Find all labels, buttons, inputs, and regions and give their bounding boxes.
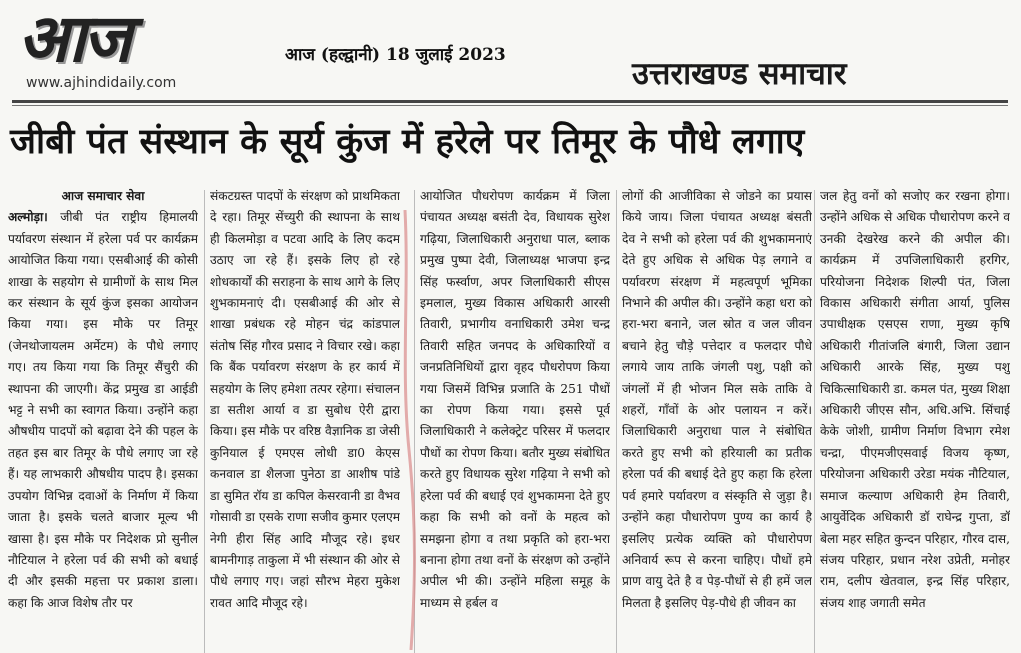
column-text: जल हेतु वनों को सजोए कर रखना होगा। उन्होंने अधिक से अधिक पौधारोपण करने व उनकी देखरेख करने की अपील की। कार्यक्रम में उपजिलाधिकारी हरगिर, परियोजना निदेशक शिल्पी पंत, जिला विकास अधिकारी संगीता आर्या, पुलिस उपाधीक्षक एसएस राणा, मुख्य कृषि अधिकारी गीतांजलि बंगारी, जिला उद्यान अधिकारी आरके सिंह, मुख्य पशु चिकित्साधिकारी डा. कमल पंत, मुख्य शिक्षा अधिकारी जीएस सौन, अधि.अभि. सिंचाई केके जोशी, ग्रामीण निर्माण विभाग रमेश चन्द्रा, पीएमजीएसवाई विजय कृष्ण, परियोजना अधिकारी उरेडा मयंक नौटियाल, समाज कल्याण अधिकारी हेम तिवारी, आयुर्वेदिक अधिकारी डॉ राघेन्द्र गुप्ता, डॉ बेला महर सहित कुन्दन परिहार, गौरव दास, संजय परिहार, प्रधान नरेश उप्रेती, मनोहर राम, दलीप खेतवाल, इन्द्र सिंह परिहार, संजय शाह जगाती समेत <box>820 189 1010 610</box>
column-text: लोगों की आजीविका से जोडने का प्रयास किये जाय। जिला पंचायत अध्यक्ष बंसती देव ने सभी को हरेला पर्व की शुभकामनाएं देते हुए अधिक से अधिक पेड़ लगाने व पर्यावरण संरक्षण में महत्वपूर्ण भूमिका निभाने की अपील की। उन्होंने कहा धरा को हरा-भरा बनाने, जल स्रोत व जल जीवन बचाने हेतु चौड़े पत्तेदार व फलदार पौधे लगाये जाय ताकि जंगली पशु, पक्षी को जंगलों में ही भोजन मिल सके ताकि वे शहरों, गाँवों के ओर पलायन न करें। जिलाधिकारी अनुराधा पाल ने संबोधित करते हुए सभी को हरियाली का प्रतीक हरेला पर्व की बधाई देते हुए कहा कि हरेला पर्व हमारे पर्यावरण व संस्कृति से जुड़ा है। उन्होंने कहा पौधारोपण पुण्य का कार्य है इसलिए प्रत्येक व्यक्ति को पौधारोपण अनिवार्य रूप से करना चाहिए। पौधों हमे प्राण वायु देते है व पेड़-पौधों से ही हमें जल मिलता है इसलिए पेड़-पौधे ही जीवन का <box>622 189 812 610</box>
top-divider-thin <box>12 105 1008 106</box>
article-column-1 <box>8 186 198 653</box>
column-text: जीबी पंत राष्ट्रीय हिमालयी पर्यावरण संस्थान में हरेला पर्व पर कार्यक्रम आयोजित किया गया। एसबीआई की कोसी शाखा के सहयोग से ग्रामीणों के साथ मिल कर संस्थान के सूर्य कुंज इसका आयोजन किया गया। इस मौके पर तिमूर (जेनथोजायलम अर्मेटम) के पौधे लगाए गए। तय किया गया कि तिमूर सैंचुरी की स्थापना की जाएगी। केंद्र प्रमुख डा आईडी भट्ट ने सभी का स्वागत किया। उन्होंने कहा औषधीय पादपों को बढ़ावा देने की पहल के तहत इस बार तिमूर के पौधे लगाए जा रहे हैं। यह लाभकारी औषधीय पादप है। इसका उपयोग विभिन्न दवाओं के निर्माण में किया जाता है। इसके चलते बाजार मूल्य भी खासा है। इस मौके पर निदेशक प्रो सुनील नौटियाल ने हरेला पर्व की सभी को बधाई दी और इसकी महत्ता पर प्रकाश डाला। कहा कि आज विशेष तौर पर <box>8 210 198 610</box>
top-divider <box>12 100 1008 103</box>
article-column-4 <box>622 186 812 653</box>
section-title: उत्तराखण्ड समाचार <box>632 56 847 92</box>
article-column-5 <box>820 186 1010 653</box>
column-text: आयोजित पौधरोपण कार्यक्रम में जिला पंचायत अध्यक्ष बसंती देव, विधायक सुरेश गढ़िया, जिलाधिकारी अनुराधा पाल, ब्लाक प्रमुख पुष्पा देवी, जिलाध्यक्ष भाजपा इन्द्र सिंह फर्स्वाण, अपर जिलाधिकारी सीएस इमलाल, मुख्य विकास अधिकारी आरसी तिवारी, प्रभागीय वनाधिकारी उमेश चन्द्र तिवारी सहित जनपद के अधिकारियों व जनप्रतिनिधियों द्वारा वृहद पौधरोपण किया गया जिसमें विभिन्न प्रजाति के 251 पौधों का रोपण किया गया। इससे पूर्व जिलाधिकारी ने कलेक्ट्रेट परिसर में फलदार पौधों का रोपण किया। बतौर मुख्य संबोधित करते हुए विधायक सुरेश गढ़िया ने सभी को हरेला पर्व की बधाई एवं शुभकामना देते हुए कहा कि सभी को वनों के महत्व को समझना होगा व तथा प्रकृति को हरा-भरा बनाना होगा तथा वनों के संरक्षण को उन्होंने अपील भी की। उन्होंने महिला समूह के माध्यम से हर्बल व <box>420 189 610 610</box>
article-column-3 <box>420 186 610 653</box>
column-text: संकटग्रस्त पादपों के संरक्षण को प्राथमिकता दे रहा। तिमूर सेंच्युरी की स्थापना के साथ ही किलमोड़ा व पटवा आदि के लिए कदम उठाए जा रहे हैं। इसके लिए हो रहे शोधकार्यों की सराहना के साथ आगे के लिए शुभकामनाएं दी। एसबीआई की ओर से शाखा प्रबंधक रहे मोहन चंद्र कांडपाल संतोष सिंह गौरव प्रसाद ने विचार रखे। कहा कि बैंक पर्यावरण संरक्षण के हर कार्य में सहयोग के लिए हमेशा तत्पर रहेगा। संचालन डा सतीश आर्या व डा सुबोध ऐरी द्वारा किया। इस मौके पर वरिष्ठ वैज्ञानिक डा जेसी कुनियाल ई एमएस लोधी डा0 केएस कनवाल डा शैलजा पुनेठा डा आशीष पांडे डा सुमित रॉय डा कपिल केसरवानी डा वैभव गोसावी डा एसके राणा सजीव कुमार एलएम नेगी हीरा सिंह आदि मौजूद रहे। इधर बामनीगाड़ ताकुला में भी संस्थान की ओर से पौधे लगाए गए। जहां सौरभ मेहरा मुकेश रावत आदि मौजूद रहे। <box>210 189 400 610</box>
newspaper-logo: आज <box>18 0 129 77</box>
dateline-place: अल्मोड़ा। <box>8 210 48 225</box>
website-url: www.ajhindidaily.com <box>26 75 177 91</box>
masthead <box>0 0 1021 110</box>
article-column-2 <box>210 186 400 653</box>
article-body <box>8 186 1013 653</box>
article-headline: जीबी पंत संस्थान के सूर्य कुंज में हरेले पर तिमूर के पौधे लगाए <box>10 122 805 162</box>
dateline: आज (हल्द्वानी) 18 जुलाई 2023 <box>285 45 506 65</box>
byline: आज समाचार सेवा <box>61 189 145 203</box>
